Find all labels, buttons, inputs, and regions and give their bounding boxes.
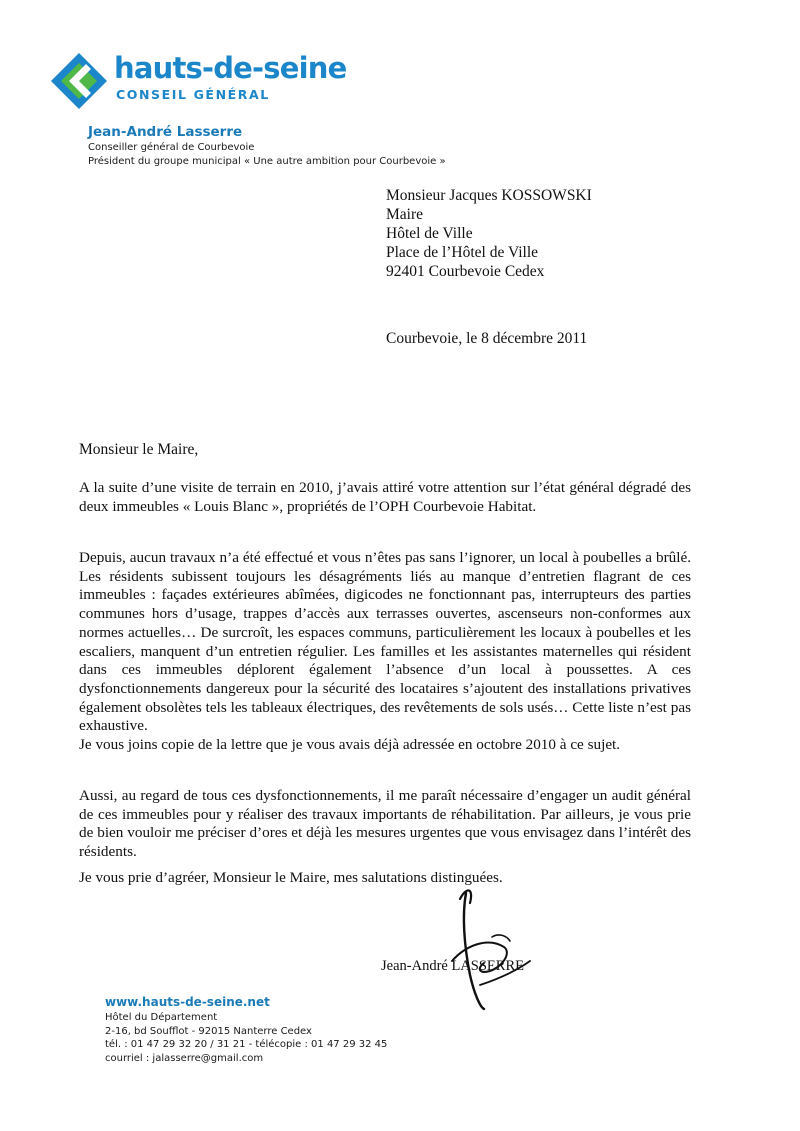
sender-title: Conseiller général de Courbevoie [88,142,255,153]
letterhead-logo [50,50,350,110]
recipient-line: Place de l’Hôtel de Ville [386,244,539,261]
recipient-address [386,186,592,281]
footer-address-line: 2-16, bd Soufflot - 92015 Nanterre Cedex [105,1025,312,1037]
sender-block [88,123,446,169]
paragraph-text: Je vous joins copie de la lettre que je vous avais déjà adressée en octobre 2010 à ce sujet. [79,736,621,754]
recipient-line: Maire [386,206,424,223]
brand-name: hauts-de-seine [114,51,347,85]
sender-name: Jean-André Lasserre [88,124,243,140]
body-paragraph [79,479,691,516]
salutation: Monsieur le Maire, [79,441,199,458]
body-paragraph [79,549,691,755]
closing-formula: Je vous prie d’agréer, Monsieur le Maire, mes salutations distinguées. [79,869,503,886]
footer-website-link[interactable]: www.hauts-de-seine.net [105,995,270,1009]
paragraph-text: A la suite d’une visite de terrain en 2010, j’avais attiré votre attention sur l’état général dégradé des deux immeubles « Louis Blanc », propriétés de l’OPH Courbevoie Habitat. [79,479,691,515]
footer-address-line: Hôtel du Département [105,1012,218,1023]
paragraph-text: Aussi, au regard de tous ces dysfonctionnements, il me paraît nécessaire d’engager un audit général de ces immeubles pour y réaliser des travaux importants de réhabilitation. Par ailleurs, je vous prie de bien vouloir me préciser d’ores et déjà les mesures urgentes que vous envisagez dans l’intérêt des résidents. [79,787,691,861]
signer-name: Jean-André LASSERRE [381,958,524,974]
paragraph-text: Depuis, aucun travaux n’a été effectué et vous n’êtes pas sans l’ignorer, un local à poubelles a brûlé. Les résidents subissent toujours les désagréments liés au manque d’entretien flagrant de ces immeubles : façades extérieures abîmées, digicodes ne fonctionnant pas, interrupteurs des parties communes hors d’usage, trappes d’accès aux terrasses ouvertes, ascenseurs non-conformes aux normes actuelles… De surcroît, les espaces communs, particulièrement les locaux à poubelles et les escaliers, manquent d’un entretien régulier. Les familles et les assistantes maternelles qui résident dans ces immeubles déplorent également l’absence d’un local à poussettes. A ces dysfonctionnements dangereux pour la sécurité des locataires s’ajoutent des installations privatives également obsolètes tels les tableaux électriques, des revêtements de sols usés… Cette liste n’est pas exhaustive. [79,549,691,735]
body-paragraph [79,787,691,862]
sender-group: Président du groupe municipal « Une autre ambition pour Courbevoie » [88,156,446,167]
footer-email-line: courriel : jalasserre@gmail.com [105,1052,264,1064]
diamond-chevron-logo-icon [50,52,108,110]
recipient-line: Monsieur Jacques KOSSOWSKI [386,187,592,204]
handwritten-signature-icon [440,875,570,1015]
footer-phone-line: tél. : 01 47 29 32 20 / 31 21 - télécopie : 01 47 29 32 45 [105,1039,388,1051]
footer-contact [105,994,387,1065]
letter-date: Courbevoie, le 8 décembre 2011 [386,330,588,347]
recipient-line: Hôtel de Ville [386,225,473,242]
brand-subtitle: CONSEIL GÉNÉRAL [116,87,270,102]
recipient-line: 92401 Courbevoie Cedex [386,263,545,280]
